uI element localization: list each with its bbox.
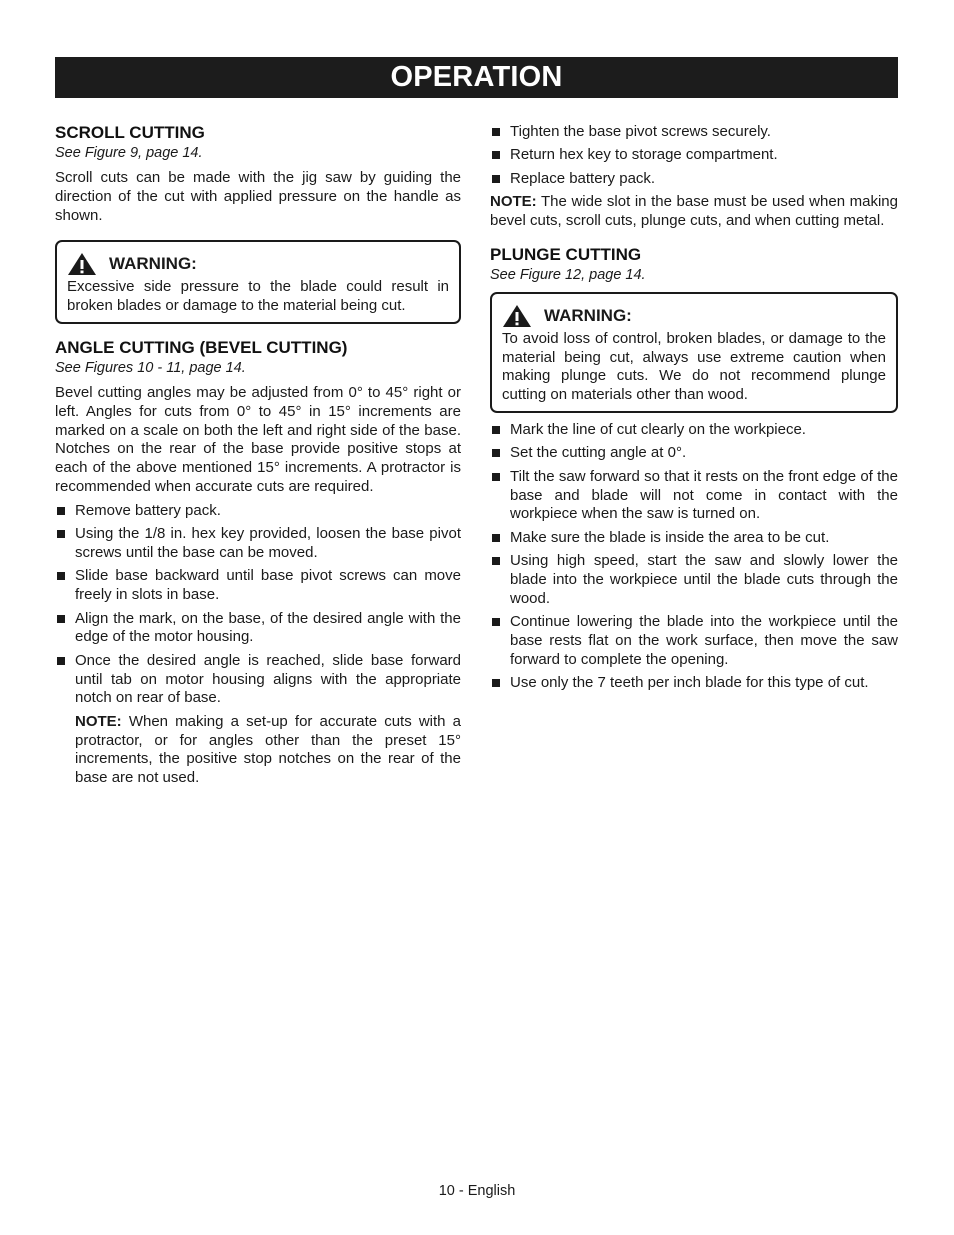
list-item: Set the cutting angle at 0°. [490, 444, 898, 463]
square-bullet-icon [492, 449, 500, 457]
right-column [490, 122, 898, 697]
square-bullet-icon [57, 657, 65, 665]
list-item: Continue lowering the blade into the workpiece until the base rests flat on the work surface, then move the saw forward to complete the opening. [490, 613, 898, 669]
warning-title: WARNING: [544, 305, 632, 325]
list-item: Mark the line of cut clearly on the workpiece. [490, 421, 898, 440]
warning-text: To avoid loss of control, broken blades, or damage to the material being cut, always use extreme caution when making plunge cuts. We do not recommend plunge cutting on materials other than wood. [502, 329, 886, 404]
plunge-cutting-steps [490, 421, 898, 693]
list-item: Return hex key to storage compartment. [490, 146, 898, 165]
warning-header [67, 252, 449, 276]
square-bullet-icon [492, 175, 500, 183]
warning-triangle-icon [67, 252, 97, 276]
square-bullet-icon [492, 128, 500, 136]
list-item: Tighten the base pivot screws securely. [490, 123, 898, 142]
plunge-cutting-heading: PLUNGE CUTTING [490, 244, 642, 264]
left-column [55, 122, 461, 788]
angle-cutting-note [55, 713, 461, 788]
square-bullet-icon [57, 615, 65, 623]
base-slot-note [490, 193, 898, 231]
list-item: Remove battery pack. [55, 502, 461, 521]
plunge-warning-box [490, 292, 898, 413]
angle-cutting-steps [55, 502, 461, 708]
warning-header [502, 304, 886, 328]
plunge-cutting-figure-ref: See Figure 12, page 14. [490, 266, 646, 283]
square-bullet-icon [492, 557, 500, 565]
angle-cutting-figure-ref: See Figures 10 - 11, page 14. [55, 359, 246, 376]
note-text: The wide slot in the base must be used when making bevel cuts, scroll cuts, plunge cuts, and when cutting metal. [490, 193, 898, 229]
list-item: Use only the 7 teeth per inch blade for this type of cut. [490, 674, 898, 693]
angle-cutting-heading: ANGLE CUTTING (BEVEL CUTTING) [55, 337, 348, 357]
section-banner [55, 57, 898, 98]
scroll-cutting-heading: SCROLL CUTTING [55, 123, 205, 142]
warning-triangle-icon [502, 304, 532, 328]
list-item: Using high speed, start the saw and slowly lower the blade into the workpiece until the blade cuts through the wood. [490, 552, 898, 608]
scroll-cutting-figure-ref: See Figure 9, page 14. [55, 145, 203, 161]
note-text: When making a set-up for accurate cuts with a protractor, or for angles other than the preset 15° increments, the positive stop notches on the rear of the base are not used. [75, 712, 461, 787]
square-bullet-icon [57, 530, 65, 538]
note-label: NOTE: [75, 712, 122, 730]
note-label: NOTE: [490, 193, 537, 211]
warning-title: WARNING: [109, 254, 197, 274]
square-bullet-icon [492, 473, 500, 481]
scroll-warning-box [55, 240, 461, 324]
warning-text: Excessive side pressure to the blade could result in broken blades or damage to the material being cut. [67, 278, 449, 315]
square-bullet-icon [57, 507, 65, 515]
list-item: Once the desired angle is reached, slide base forward until tab on motor housing aligns with the appropriate notch on rear of base. [55, 652, 461, 708]
list-item: Align the mark, on the base, of the desired angle with the edge of the motor housing. [55, 610, 461, 648]
angle-cutting-steps-continued [490, 123, 898, 189]
square-bullet-icon [492, 534, 500, 542]
scroll-cutting-body: Scroll cuts can be made with the jig saw by guiding the direction of the cut with applied pressure on the handle as shown. [55, 169, 461, 224]
list-item: Make sure the blade is inside the area to be cut. [490, 529, 898, 548]
list-item: Slide base backward until base pivot screws can move freely in slots in base. [55, 567, 461, 605]
square-bullet-icon [57, 572, 65, 580]
page-number: 10 - English [438, 1183, 516, 1199]
page-footer [0, 1183, 954, 1199]
list-item: Tilt the saw forward so that it rests on the front edge of the base and blade will not come in contact with the workpiece when the saw is turned on. [490, 468, 898, 524]
square-bullet-icon [492, 151, 500, 159]
square-bullet-icon [492, 426, 500, 434]
angle-cutting-body: Bevel cutting angles may be adjusted from 0° to 45° right or left. Angles for cuts from 0° to 45° in 15° increments are marked on a scale on both the left and right side of the base. Notches on the rear of the base provide positive stops at each of the above mentioned 15° increments. A protractor is recommended when accurate cuts are required. [55, 383, 461, 495]
page-title: OPERATION [390, 61, 563, 93]
square-bullet-icon [492, 679, 500, 687]
list-item: Using the 1/8 in. hex key provided, loosen the base pivot screws until the base can be moved. [55, 525, 461, 563]
list-item: Replace battery pack. [490, 170, 898, 189]
square-bullet-icon [492, 618, 500, 626]
